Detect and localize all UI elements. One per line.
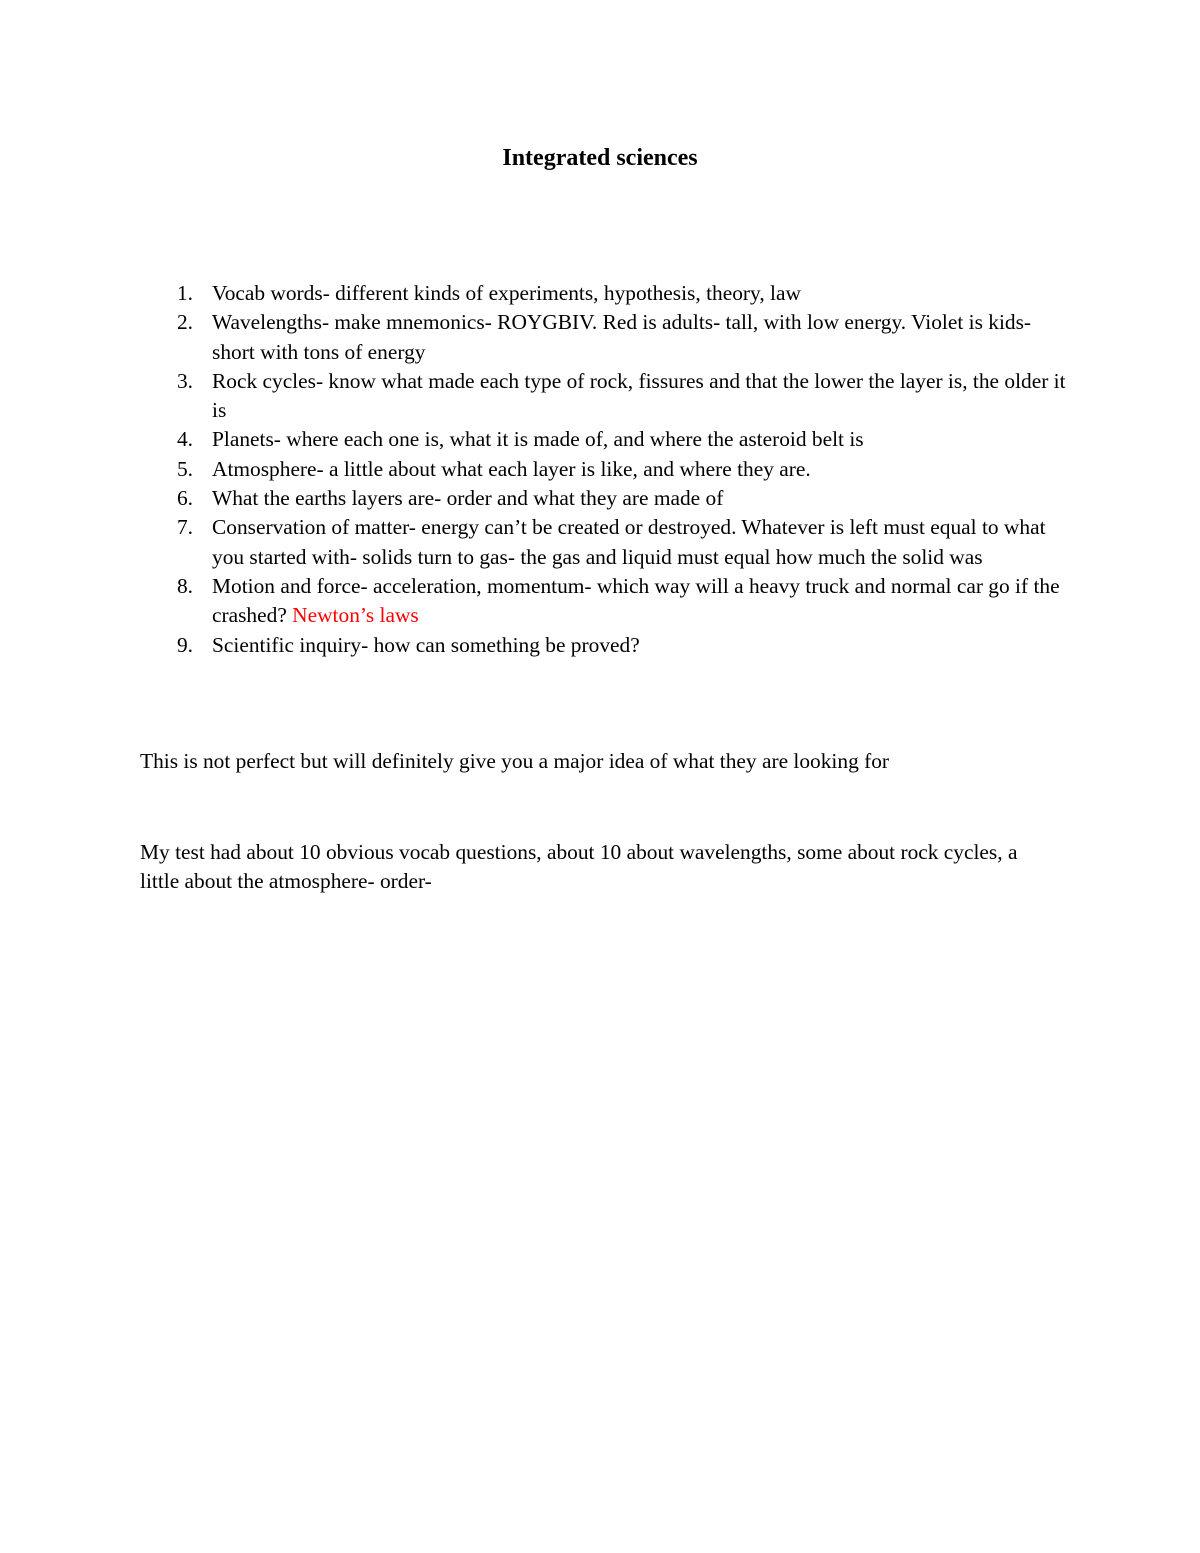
list-item-number: 2.	[176, 310, 193, 335]
list-item	[140, 279, 1070, 308]
list-item-text: Rock cycles- know what made each type of rock, fissures and that the lower the layer is, the older it is	[212, 368, 1066, 423]
list-item-number: 1.	[176, 281, 193, 305]
list-item-number: 6.	[176, 486, 193, 511]
highlighted-text: Newton’s laws	[292, 603, 419, 628]
list-item-number: 8.	[176, 573, 193, 598]
list-item	[140, 425, 1070, 454]
note-paragraph: This is not perfect but will definitely give you a major idea of what they are looking for	[140, 749, 890, 773]
list-item-number: 3.	[176, 368, 193, 393]
list-item	[140, 572, 1070, 631]
list-item-text: Planets- where each one is, what it is made of, and where the asteroid belt is	[212, 427, 864, 452]
list-item-number: 4.	[176, 427, 193, 452]
list-item	[140, 455, 1070, 484]
list-item	[140, 484, 1070, 513]
list-item-text: Motion and force- acceleration, momentum- which way will a heavy truck and normal car go if the crashed?	[212, 573, 1060, 628]
list-item-number: 7.	[176, 515, 193, 540]
test-summary-paragraph: My test had about 10 obvious vocab questions, about 10 about wavelengths, some about rock cycles, a little about the atmosphere- order-	[140, 840, 1018, 894]
list-item-text: Atmosphere- a little about what each layer is like, and where they are.	[212, 456, 811, 481]
list-item	[140, 631, 1070, 660]
list-item	[140, 308, 1070, 367]
list-item-text: Wavelengths- make mnemonics- ROYGBIV. Red is adults- tall, with low energy. Violet is kids- short with tons of energy	[212, 310, 1032, 364]
list-item-text: Conservation of matter- energy can’t be created or destroyed. Whatever is left must equal to what you started with- solids turn to gas- the gas and liquid must equal how much the solid was	[212, 515, 1046, 569]
document-title: Integrated sciences	[502, 145, 698, 171]
list-item-text-container	[212, 572, 1070, 631]
list-item-text: Scientific inquiry- how can something be proved?	[212, 632, 640, 657]
list-item-text: What the earths layers are- order and what they are made of	[212, 486, 724, 511]
list-item-number: 9.	[176, 632, 193, 657]
list-item-text: Vocab words- different kinds of experiments, hypothesis, theory, law	[212, 281, 801, 305]
list-item	[140, 513, 1070, 572]
list-item	[140, 367, 1070, 426]
topic-list	[140, 279, 1070, 660]
list-item-number: 5.	[176, 456, 193, 481]
